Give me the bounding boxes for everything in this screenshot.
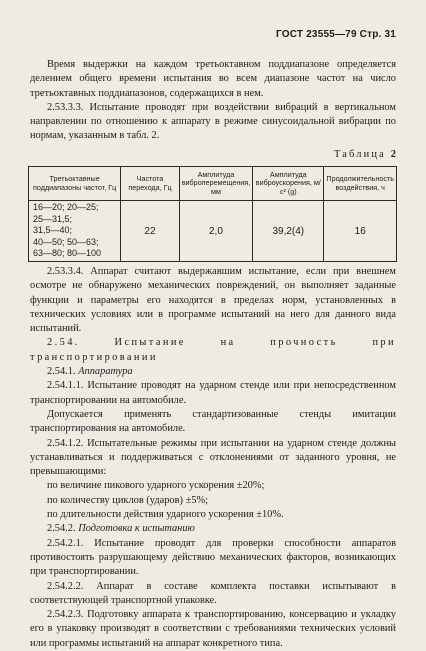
text-block-top (30, 58, 396, 144)
section-heading-2-54: 2.54. Испытание на прочность при транспортировании (30, 337, 396, 363)
table-cell-frequencies (29, 201, 121, 262)
subsection-title: Подготовка к испытанию (78, 523, 195, 535)
page-header: ГОСТ 23555—79 Стр. 31 (276, 29, 396, 40)
paragraph-allowed: Допускается применять стандартизованные стенды имитации транспортирования на автомобиле. (30, 408, 396, 435)
subsection-number: 2.54.1. (47, 366, 76, 378)
paragraph-2-53-3-4: 2.53.3.4. Аппарат считают выдержавшим испытание, если при внешнем осмотре не обнаружено механических повреждений, он выполняет заданные функции и параметры его находятся в пределах норм, установленных в технических условиях или в программе испытаний на него для данного вида испытаний. (30, 266, 396, 335)
deviation-item: по величине пикового ударного ускорения ±20%; (47, 480, 265, 492)
norms-table (28, 166, 397, 262)
paragraph-2-54-2-2: 2.54.2.2. Аппарат в составе комплекта поставки испытывают в соответствующей транспортной упаковке. (30, 580, 396, 606)
subsection-title: Аппаратура (78, 366, 133, 378)
paragraph-2-54-1-1: 2.54.1.1. Испытание проводят на ударном стенде или при непосредственном транспортировании на автомобиле. (30, 380, 396, 406)
subsection-number: 2.54.2. (47, 523, 76, 535)
table-number: 2 (390, 149, 396, 160)
frequency-line: 16—20; 20—25; (33, 202, 99, 213)
table-cell: 22 (121, 201, 179, 262)
text-block-bottom (30, 265, 396, 651)
deviation-item: по количеству циклов (ударов) ±5%; (47, 494, 209, 506)
table-caption (334, 149, 396, 160)
table-row (29, 201, 397, 262)
deviation-item: по длительности действия ударного ускорения ±10%. (47, 509, 284, 521)
paragraph-intro: Время выдержки на каждом третьоктавном поддиапазоне определяется делением общего времени испытания во всем диапазоне частот на число третьоктавных поддиапазонов, содержащихся в нем. (30, 59, 396, 99)
table-header-cell: Амплитуда виброперемещения, мм (179, 167, 252, 201)
table-cell: 39,2(4) (253, 201, 324, 262)
frequency-line: 25—31,5; (33, 213, 73, 224)
frequency-line: 40—50; 50—63; (33, 236, 99, 247)
table-header-cell: Амплитуда виброускорения, м/с² (g) (253, 167, 324, 201)
table-caption-label: Таблица (333, 149, 386, 160)
table-cell: 16 (324, 201, 397, 262)
paragraph-2-54-2-3: 2.54.2.3. Подготовку аппарата к транспортированию, консервацию и укладку его в упаковку производят в соответствии с требованиями технических условий или программы испытаний на аппарат конкретного типа. (30, 609, 396, 649)
table-header-cell: Частота перехода, Гц (121, 167, 179, 201)
subsection-heading-2-54-2 (30, 522, 396, 536)
paragraph-2-53-3-3: 2.53.3.3. Испытание проводят при воздействии вибраций в вертикальном направлении по отношению к аппарату в режиме синусоидальной вибрации по нормам, указанным в табл. 2. (30, 101, 396, 142)
paragraph-2-54-2-1: 2.54.2.1. Испытание проводят для проверки способности аппаратов противостоять разрушающему действию механических факторов, возникающих при транспортировании. (30, 537, 396, 578)
table-header-row (29, 167, 397, 201)
frequency-line: 63—80; 80—100 (33, 248, 102, 259)
paragraph-2-54-1-2: 2.54.1.2. Испытательные режимы при испытании на ударном стенде должны устанавливаться и поддерживаться с отклонениями от заданного уровня, не превышающими: (30, 437, 396, 478)
frequency-line: 31,5—40; (33, 225, 73, 236)
table-header-cell: Продолжительность воздействия, ч (324, 167, 397, 201)
table-header-cell: Третьоктавные поддиапазоны частот, Гц (29, 167, 121, 201)
table-cell: 2,0 (179, 201, 252, 262)
subsection-heading-2-54-1 (30, 365, 396, 379)
